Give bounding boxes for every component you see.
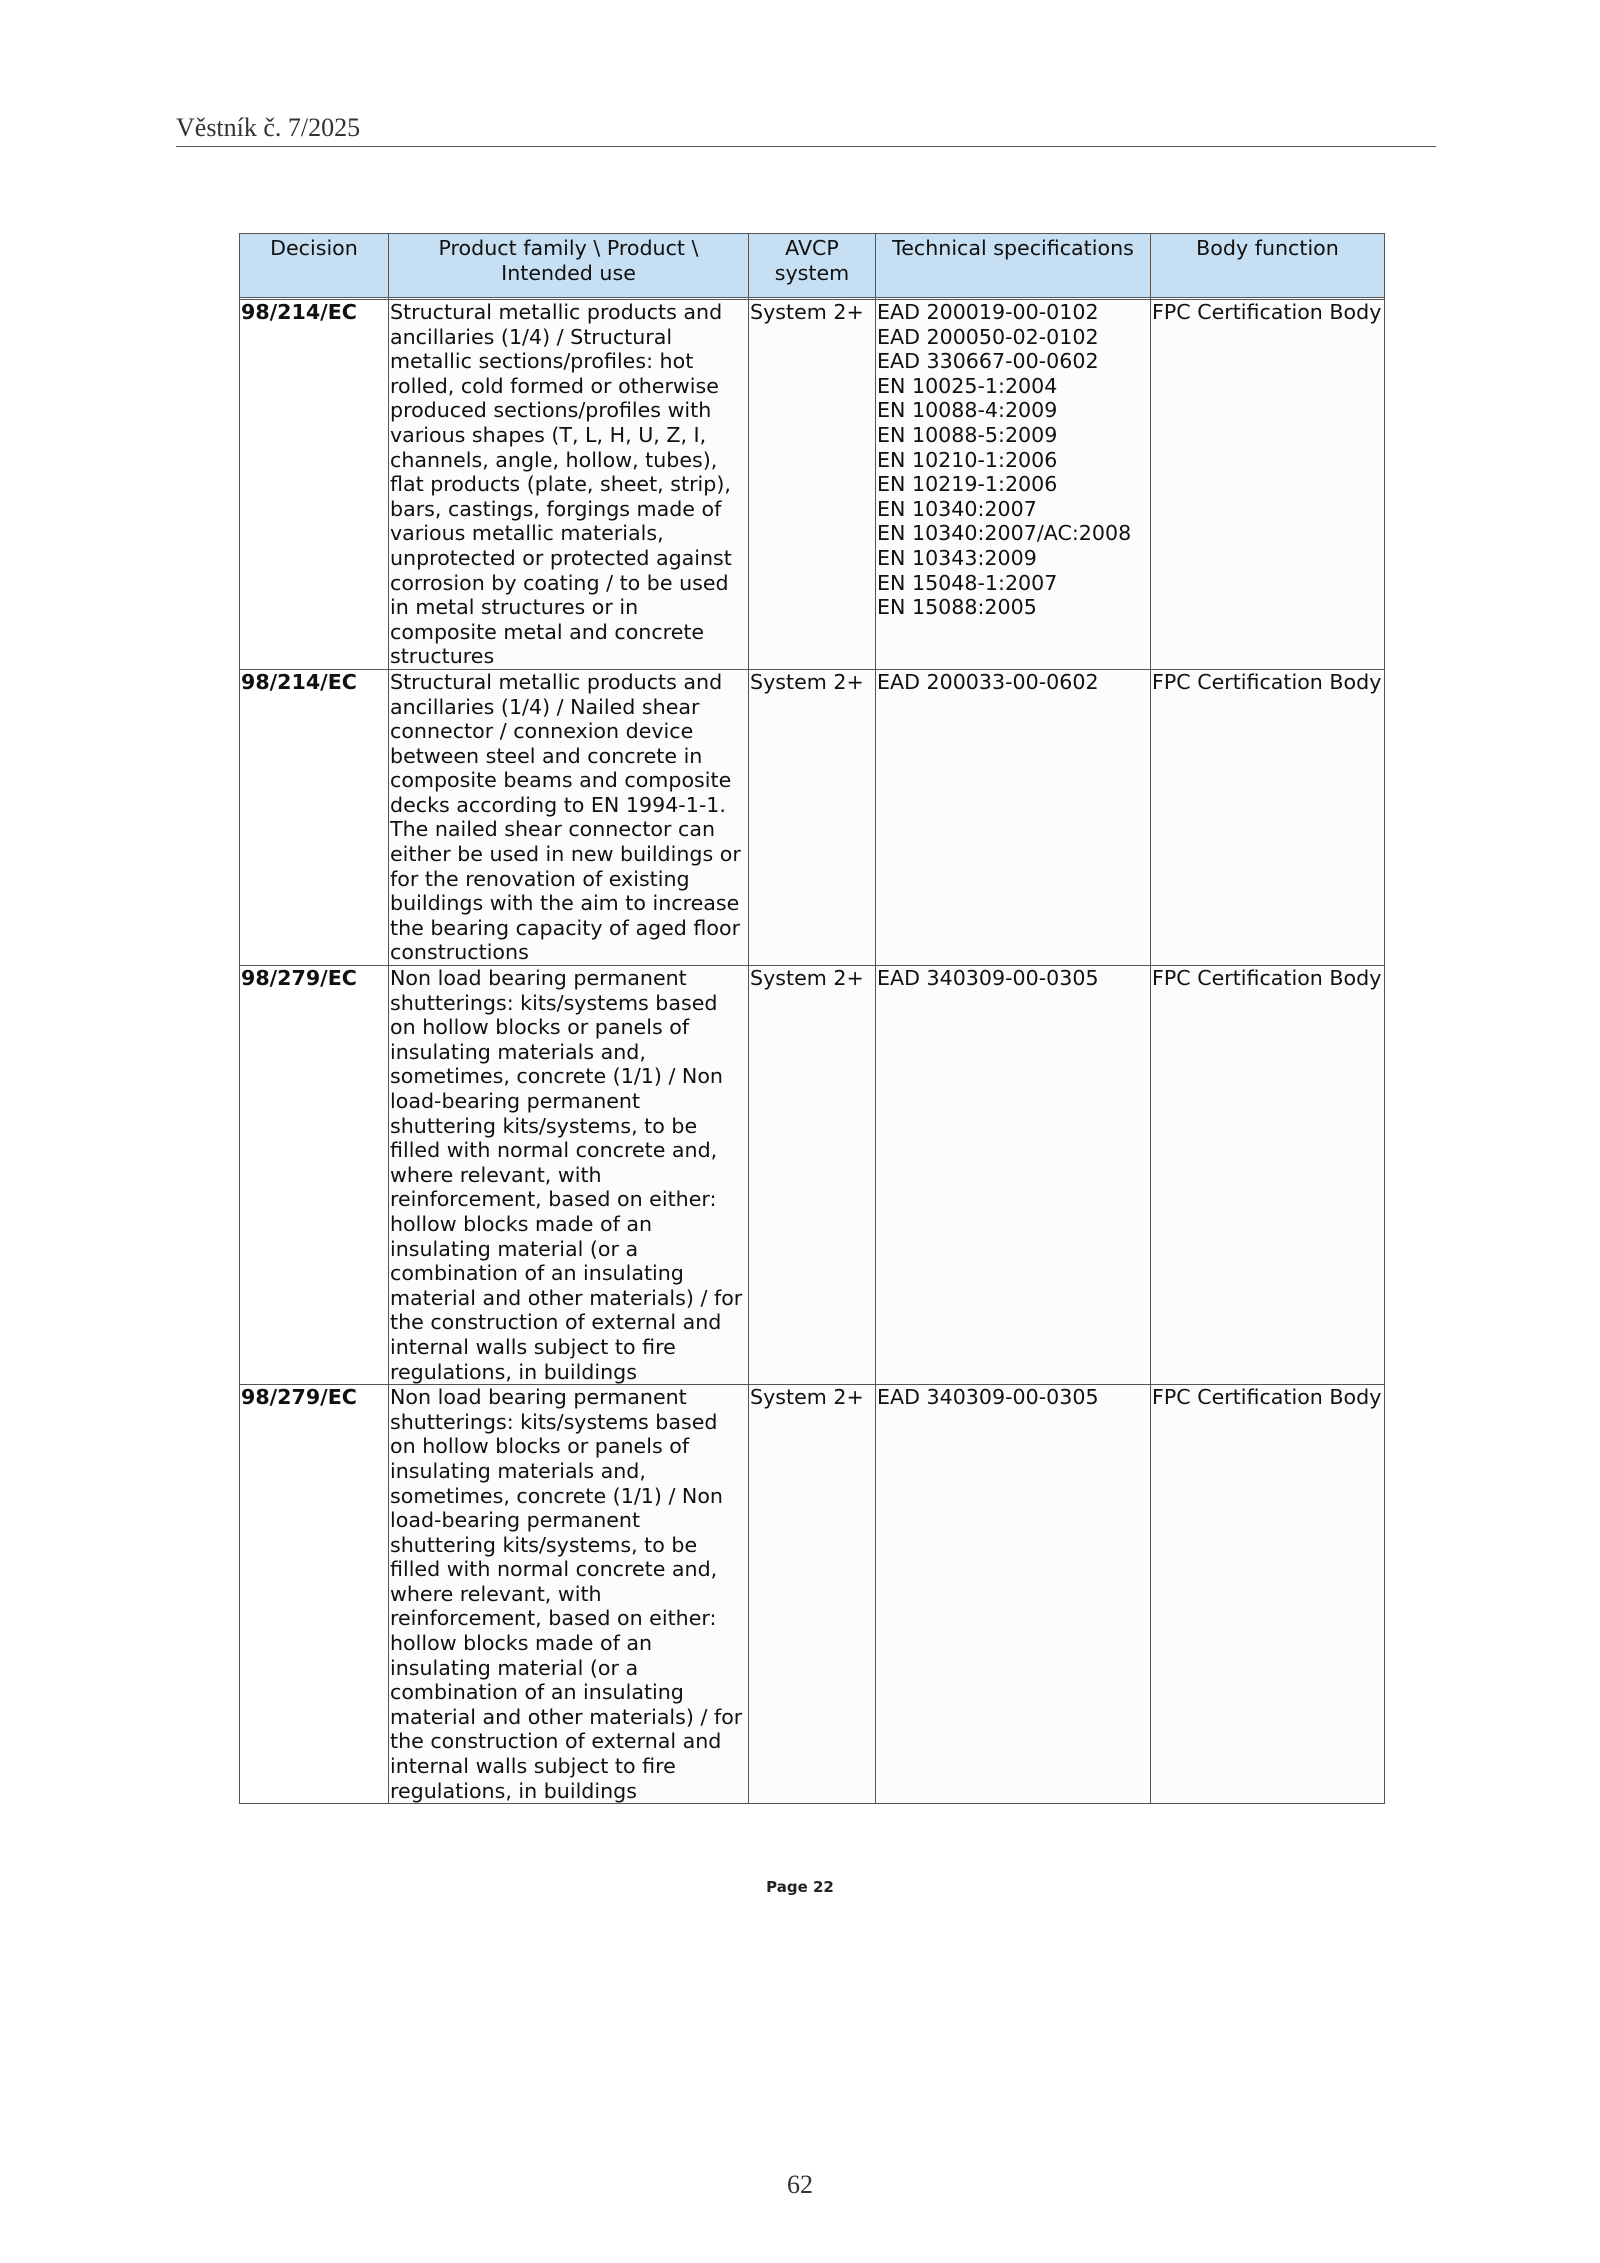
specification-item: EAD 200033-00-0602: [877, 669, 1099, 694]
product-cell: Non load bearing permanent shutterings: kits/systems based on hollow blocks or panels of insulating materials and, sometimes, concrete (1/1) / Non load-bearing permanent shuttering kits/systems, to be filled with normal concrete and, where relevant, with reinforcement, based on either: hollow blocks made of an insulating material (or a combination of an insulating material and other materials) / for the construction of external and internal walls subject to fire regulations, in buildings: [389, 966, 749, 1385]
avcp-cell: System 2+: [749, 966, 876, 1385]
column-header-product: Product family \ Product \ Intended use: [389, 234, 749, 298]
specification-item: EAD 340309-00-0305: [877, 966, 1099, 991]
page-label: Page 22: [766, 1878, 834, 1896]
avcp-cell: System 2+: [749, 300, 876, 670]
specification-item: EAD 200050-02-0102: [877, 324, 1099, 349]
body-function-cell: FPC Certification Body: [1151, 300, 1385, 670]
table-row: [240, 1385, 1385, 1804]
specification-item: EAD 330667-00-0602: [877, 349, 1099, 374]
decision-cell: 98/214/EC: [240, 669, 389, 965]
decision-cell: 98/214/EC: [240, 300, 389, 670]
specification-item: EN 15088:2005: [877, 595, 1037, 620]
table-row: [240, 669, 1385, 965]
body-function-cell: FPC Certification Body: [1151, 966, 1385, 1385]
product-cell: Structural metallic products and ancillaries (1/4) / Structural metallic sections/profiles: hot rolled, cold formed or otherwise produced sections/profiles with various shapes (T, L, H, U, Z, I, channels, angle, hollow, tubes), flat products (plate, sheet, strip), bars, castings, forgings made of various metallic materials, unprotected or protected against corrosion by coating / to be used in metal structures or in composite metal and concrete structures: [389, 300, 749, 670]
product-cell: Structural metallic products and ancillaries (1/4) / Nailed shear connector / connexion device between steel and concrete in composite beams and composite decks according to EN 1994-1-1. The nailed shear connector can either be used in new buildings or for the renovation of existing buildings with the aim to increase the bearing capacity of aged floor constructions: [389, 669, 749, 965]
specification-item: EN 10210-1:2006: [877, 447, 1058, 472]
specification-item: EN 10340:2007: [877, 496, 1037, 521]
column-header-decision: Decision: [240, 234, 389, 298]
product-cell: Non load bearing permanent shutterings: kits/systems based on hollow blocks or panels of insulating materials and, sometimes, concrete (1/1) / Non load-bearing permanent shuttering kits/systems, to be filled with normal concrete and, where relevant, with reinforcement, based on either: hollow blocks made of an insulating material (or a combination of an insulating material and other materials) / for the construction of external and internal walls subject to fire regulations, in buildings: [389, 1385, 749, 1804]
table-row: [240, 966, 1385, 1385]
specification-item: EN 10340:2007/AC:2008: [877, 521, 1132, 546]
specifications-cell: [876, 669, 1151, 965]
page-number: 62: [787, 2170, 813, 2199]
decision-cell: 98/279/EC: [240, 1385, 389, 1804]
specification-item: EN 10088-5:2009: [877, 422, 1058, 447]
specification-item: EN 10219-1:2006: [877, 472, 1058, 497]
column-header-avcp: AVCP system: [749, 234, 876, 298]
avcp-cell: System 2+: [749, 1385, 876, 1804]
table-header-row: [240, 234, 1385, 298]
specification-item: EN 10025-1:2004: [877, 373, 1058, 398]
body-function-cell: FPC Certification Body: [1151, 1385, 1385, 1804]
journal-title: Věstník č. 7/2025: [176, 113, 361, 142]
page-header: [176, 110, 1436, 147]
body-function-cell: FPC Certification Body: [1151, 669, 1385, 965]
specifications-cell: [876, 1385, 1151, 1804]
regulation-table: [239, 233, 1385, 1804]
decision-cell: 98/279/EC: [240, 966, 389, 1385]
specification-item: EAD 340309-00-0305: [877, 1385, 1099, 1410]
column-header-body-function: Body function: [1151, 234, 1385, 298]
specification-item: EN 10088-4:2009: [877, 398, 1058, 423]
specification-item: EN 10343:2009: [877, 545, 1037, 570]
avcp-cell: System 2+: [749, 669, 876, 965]
specifications-cell: [876, 966, 1151, 1385]
table-row: [240, 300, 1385, 670]
column-header-specifications: Technical specifications: [876, 234, 1151, 298]
specification-item: EAD 200019-00-0102: [877, 300, 1099, 324]
specifications-cell: [876, 300, 1151, 670]
specification-item: EN 15048-1:2007: [877, 570, 1058, 595]
